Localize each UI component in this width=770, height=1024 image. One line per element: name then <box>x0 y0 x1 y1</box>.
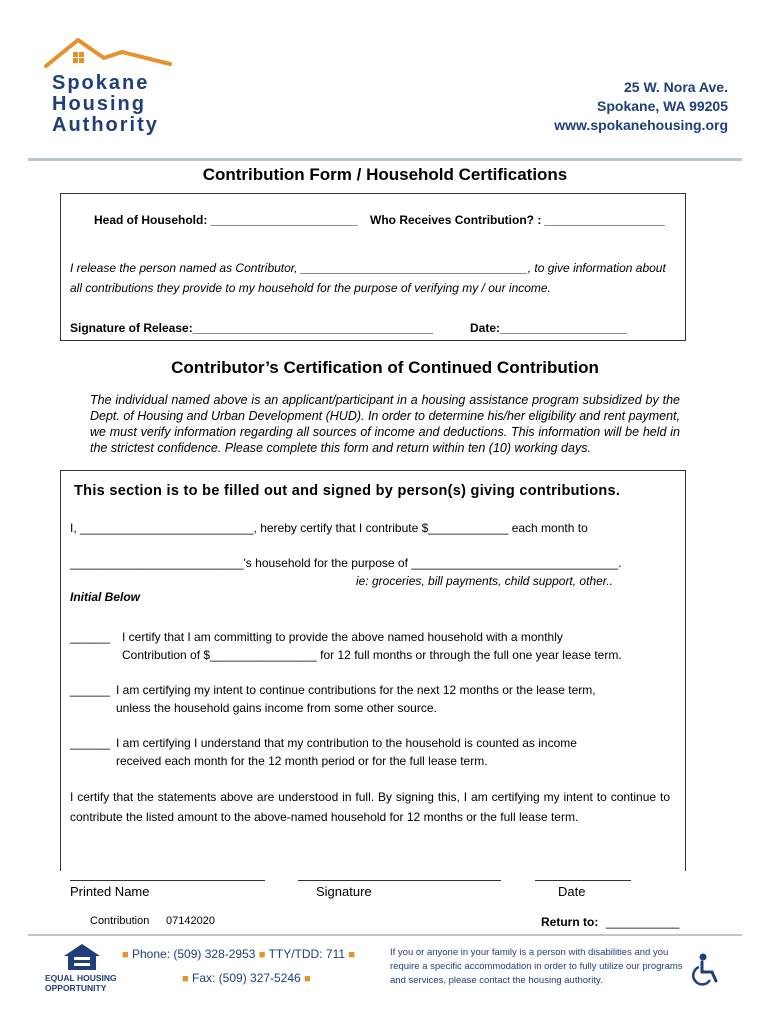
org-name-line3: Authority <box>52 114 159 136</box>
certification-item-2 <box>116 681 596 717</box>
org-name-line1: Spokane <box>52 72 150 94</box>
fax-line <box>182 971 311 985</box>
initial-blank-3[interactable]: ______ <box>70 736 111 750</box>
household-purpose-line[interactable]: __________________________'s household for the purpose of _______________________________. <box>70 556 622 570</box>
certification-3-line-a: I am certifying I understand that my contribution to the household is counted as income <box>116 736 577 750</box>
contributor-amount-line[interactable]: I, __________________________, hereby certify that I contribute $____________ each month to <box>70 521 588 535</box>
phone-number: Phone: (509) 328-2953 <box>132 947 256 961</box>
header-divider <box>28 158 742 161</box>
initial-blank-1[interactable]: ______ <box>70 630 111 644</box>
intro-paragraph: The individual named above is an applicant/participant in a housing assistance program subsidized by the Dept. of Housing and Urban Development (HUD). In order to determine his/her eligibility and rent payment, we must verify information regarding all sources of income and deductions. This information will be held in the strictest confidence. Please complete this form and return within ten (10) working days. <box>90 393 680 455</box>
certification-statement: I certify that the statements above are understood in full. By signing this, I am certifying my intent to continue to contribute the listed amount to the above-named household for 12 months or the full lease term. <box>70 790 670 824</box>
certification-title: Contributor’s Certification of Continued Contribution <box>171 358 599 377</box>
wheelchair-icon <box>690 952 722 986</box>
form-code: 07142020 <box>166 915 215 927</box>
release-text-line2: all contributions they provide to my household for the purpose of verifying my / our income. <box>70 281 551 295</box>
certification-3-line-b: received each month for the 12 month period or for the full lease term. <box>116 754 488 768</box>
who-receives-field[interactable]: Who Receives Contribution? : __________________ <box>370 213 665 227</box>
certification-item-3 <box>116 734 577 770</box>
form-name: Contribution <box>90 915 150 927</box>
house-roof-icon <box>44 34 174 74</box>
return-to-field[interactable]: ___________ <box>606 915 680 929</box>
footer-divider <box>28 934 742 936</box>
printed-name-label: Printed Name <box>70 884 150 899</box>
certification-2-line-a: I am certifying my intent to continue contributions for the next 12 months or the lease term, <box>116 683 596 697</box>
page-title: Contribution Form / Household Certifications <box>202 165 568 184</box>
signature-label: Signature <box>316 884 372 899</box>
signature-of-release-field[interactable]: Signature of Release:____________________________________ <box>70 321 433 335</box>
release-text-line1: I release the person named as Contributor, __________________________________, to give information about <box>70 261 666 275</box>
printed-name-line[interactable] <box>70 880 265 881</box>
equal-housing-text <box>45 973 117 993</box>
accommodation-notice: If you or anyone in your family is a person with disabilities and you require a specific accommodation in order to fully utilize our programs and services, please contact the housing authority. <box>390 947 683 986</box>
equal-housing-icon <box>62 942 102 972</box>
certification-1-line-a: I certify that I am committing to provide the above named household with a monthly <box>122 630 563 644</box>
head-of-household-field[interactable]: Head of Household: ______________________ <box>94 213 358 227</box>
bullet-icon: ■ <box>258 949 266 961</box>
fax-number: Fax: (509) 327-5246 <box>192 971 301 985</box>
date-line[interactable] <box>535 880 631 881</box>
initial-below-label: Initial Below <box>70 590 141 604</box>
equal-housing-line2: OPPORTUNITY <box>45 983 107 993</box>
address-line2: Spokane, WA 99205 <box>597 98 728 114</box>
certification-2-line-b: unless the household gains income from some other source. <box>116 701 437 715</box>
release-date-field[interactable]: Date:___________________ <box>470 321 627 335</box>
bullet-icon: ■ <box>348 949 356 961</box>
equal-housing-line1: EQUAL HOUSING <box>45 973 117 983</box>
tty-number: TTY/TDD: 711 <box>268 947 346 961</box>
return-to-label: Return to: <box>541 915 599 929</box>
phone-line <box>122 947 355 961</box>
date-label: Date <box>558 884 586 899</box>
bullet-icon: ■ <box>122 949 129 961</box>
org-name-line2: Housing <box>52 93 146 115</box>
certification-item-1 <box>122 628 622 664</box>
section-heading: This section is to be filled out and signed by person(s) giving contributions. <box>74 483 621 499</box>
website: www.spokanehousing.org <box>554 117 728 133</box>
signature-line[interactable] <box>298 880 501 881</box>
bullet-icon: ■ <box>304 973 311 985</box>
address-line1: 25 W. Nora Ave. <box>623 79 728 95</box>
certification-1-line-b: Contribution of $________________ for 12 full months or through the full one year lease term. <box>122 648 622 662</box>
address-block <box>554 78 728 135</box>
purpose-examples: ie: groceries, bill payments, child support, other.. <box>356 574 614 588</box>
bullet-icon: ■ <box>182 973 189 985</box>
initial-blank-2[interactable]: ______ <box>70 683 111 697</box>
